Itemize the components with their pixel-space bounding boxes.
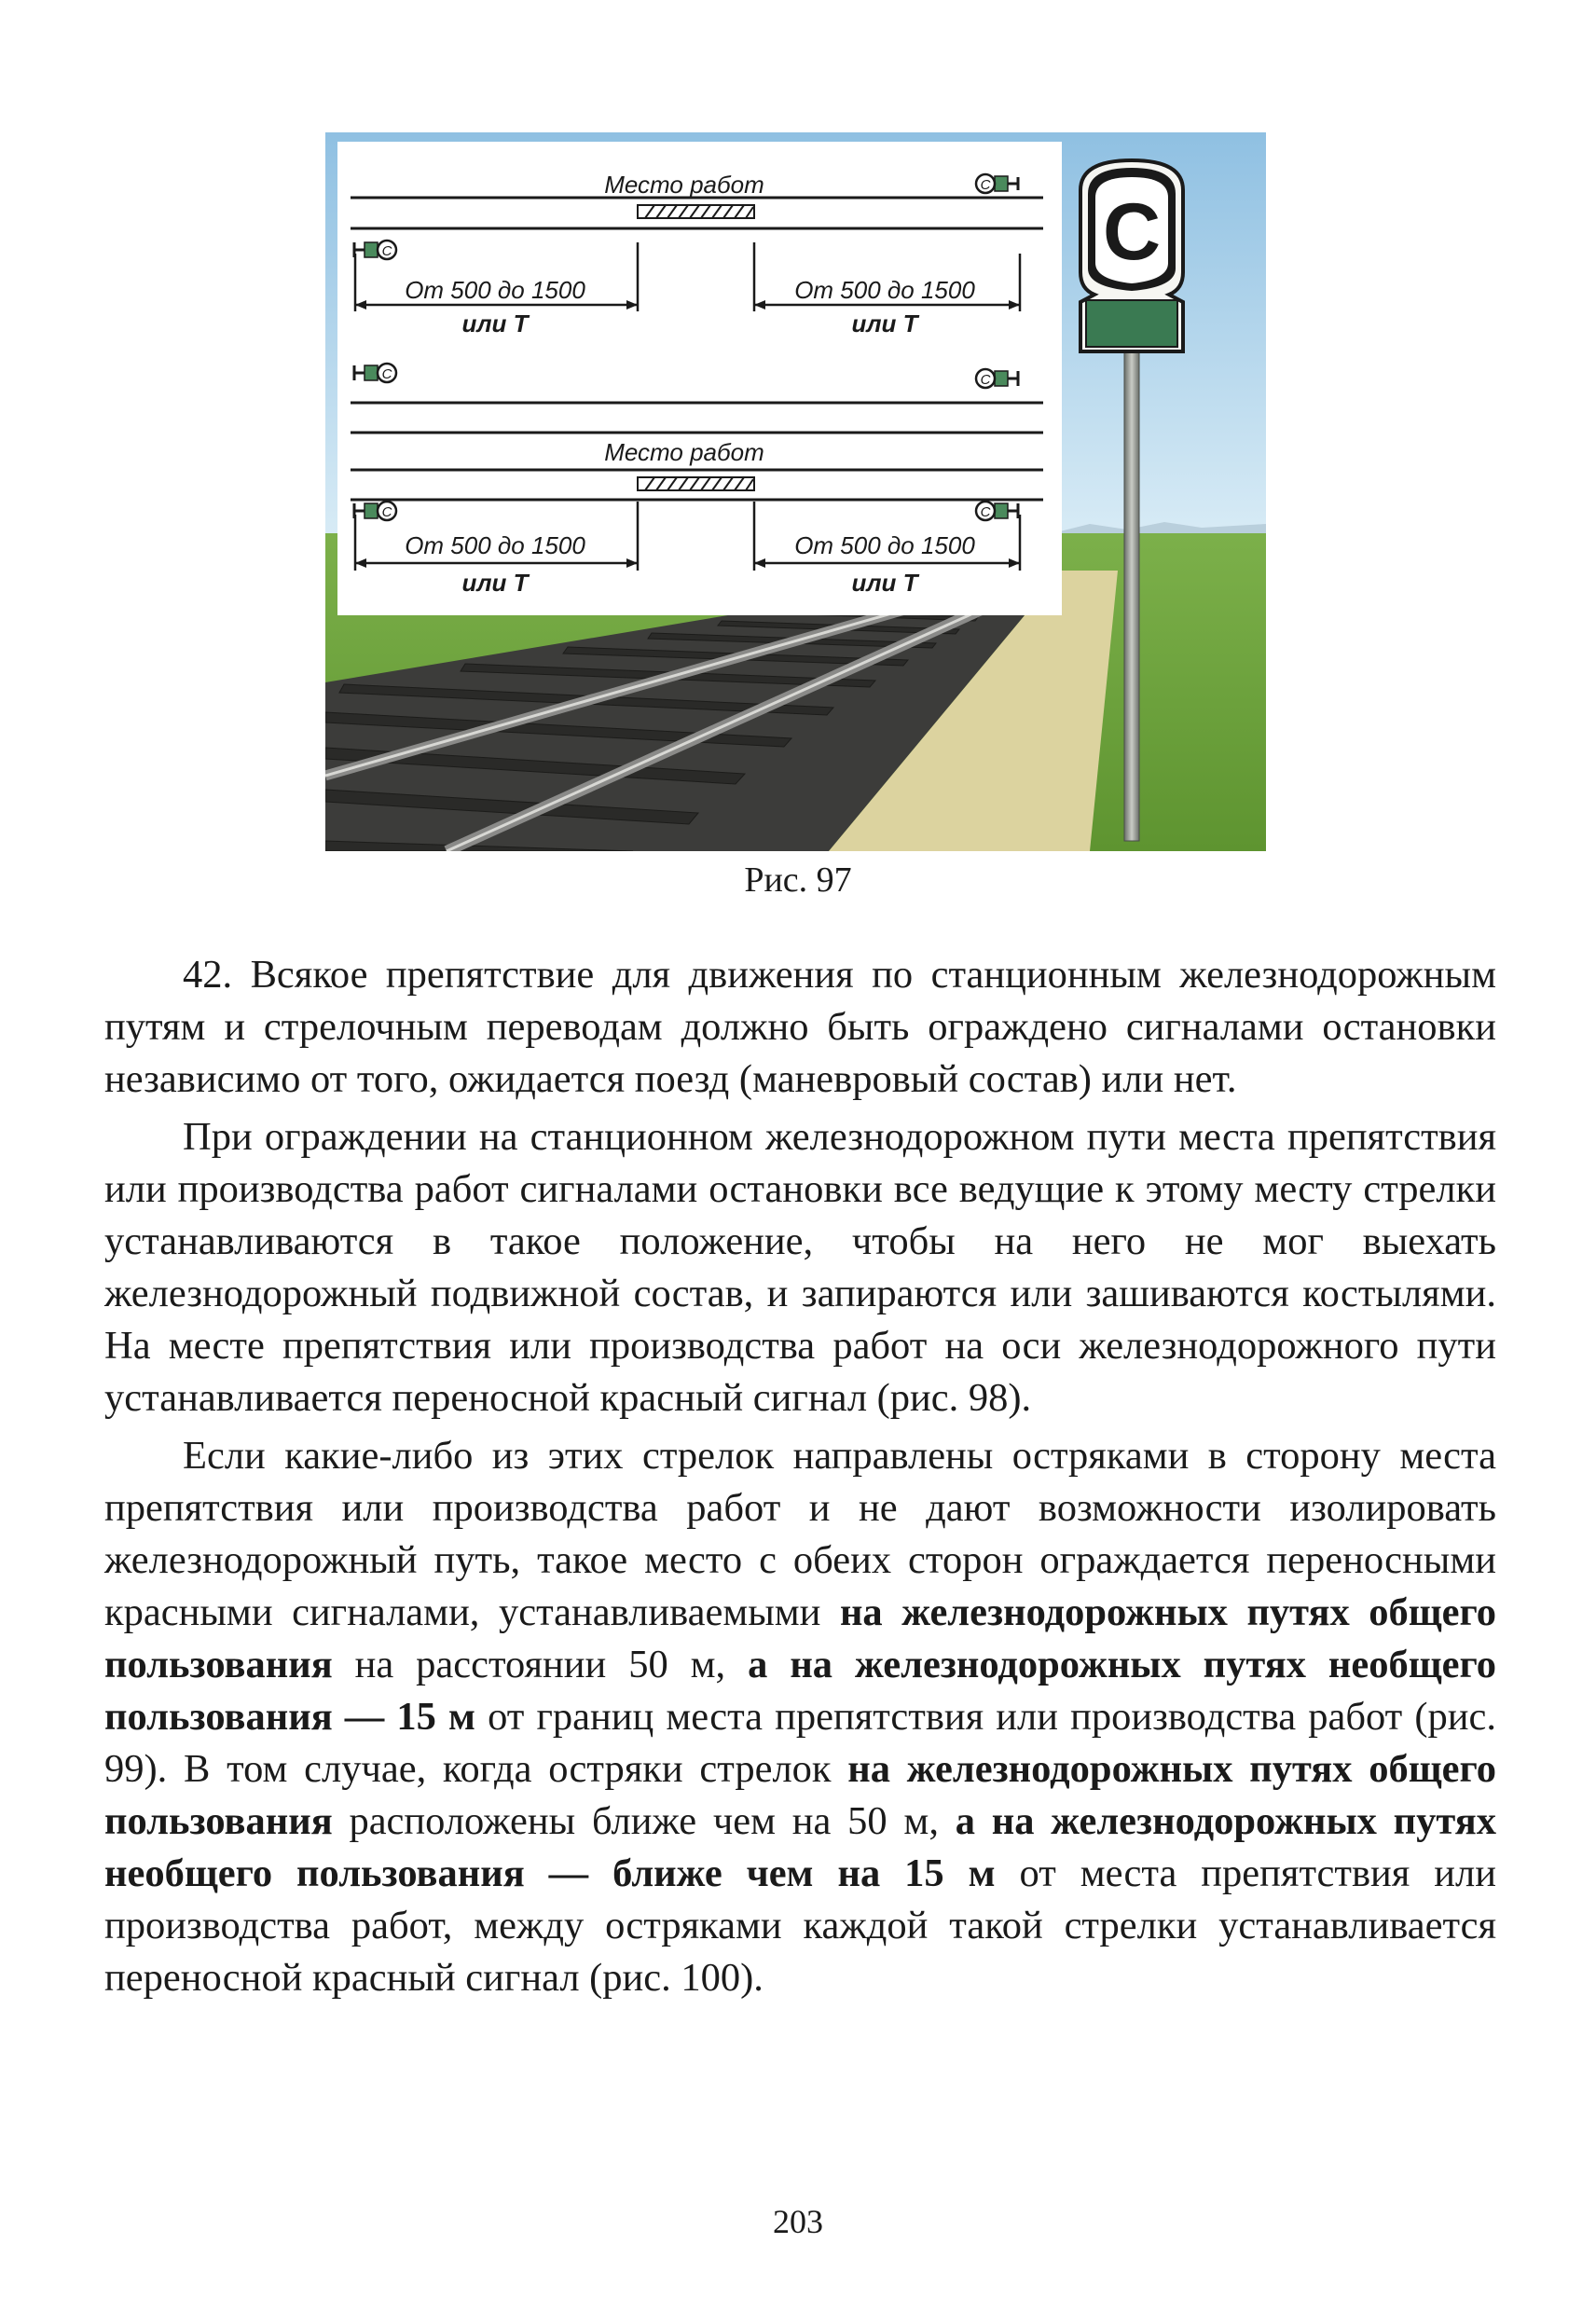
figure-97 bbox=[325, 132, 1266, 851]
or-t-label-right-bottom: или Т bbox=[851, 569, 918, 597]
svg-text:С: С bbox=[381, 504, 392, 520]
svg-text:С: С bbox=[980, 504, 991, 520]
distance-label-right-top: От 500 до 1500 bbox=[794, 276, 975, 304]
work-site-label-top: Место работ bbox=[604, 171, 764, 199]
svg-text:С: С bbox=[980, 177, 991, 193]
text-run: от места препятствия или производства работ, между остряками каждой такой стрелки устанавливается переносной красный сигнал (рис. 100). bbox=[104, 1851, 1496, 2000]
figure-caption: Рис. 97 bbox=[744, 860, 852, 900]
sign-letter: С bbox=[1102, 187, 1162, 277]
bold-run: а на железнодорожных путях необщего пользования — ближе чем на 15 м bbox=[104, 1799, 1496, 1895]
paragraph-2 bbox=[104, 1111, 1496, 1424]
text-run: от границ места препятствия или производства работ (рис. 99). В том случае, когда остряки стрелок bbox=[104, 1695, 1496, 1791]
page-number: 203 bbox=[773, 2203, 823, 2240]
bold-run: а на железнодорожных путях необщего пользования — 15 м bbox=[104, 1643, 1497, 1739]
distance-label-left-bottom: От 500 до 1500 bbox=[405, 531, 585, 559]
svg-text:С: С bbox=[381, 243, 392, 259]
text-run: При ограждении на станционном железнодорожном пути места препятствия или производства работ сигналами остановки все ведущие к этому месту стрелки устанавливаются в такое положение, чтобы на него не мог выехать железнодорожный подвижной состав, и запираются или зашиваются костылями. На месте препятствия или производства работ на оси железнодорожного пути устанавливается переносной красный сигнал (рис. 98). bbox=[104, 1115, 1496, 1420]
track-diagram bbox=[337, 142, 1062, 615]
distance-label-right-bottom: От 500 до 1500 bbox=[794, 531, 975, 559]
svg-text:С: С bbox=[381, 366, 392, 382]
or-t-label-right-top: или Т bbox=[851, 310, 918, 337]
paragraph-3 bbox=[104, 1430, 1496, 2004]
bold-run: на железнодорожных путях общего пользования bbox=[104, 1747, 1496, 1843]
work-site-label-bottom: Место работ bbox=[604, 438, 764, 466]
text-run: Если какие-либо из этих стрелок направлены остряками в сторону места препятствия или производства работ и не дают возможности изолировать железнодорожный путь, такое место с обеих сторон ограждается переносными красными сигналами, устанавливаемыми bbox=[104, 1434, 1496, 1634]
paragraph-1 bbox=[104, 949, 1496, 1106]
bold-run: на железнодорожных путях общего пользования bbox=[104, 1590, 1496, 1686]
or-t-label-left-bottom: или Т bbox=[461, 569, 529, 597]
text-run: расположены ближе чем на 50 м, bbox=[332, 1799, 956, 1843]
distance-label-left-top: От 500 до 1500 bbox=[405, 276, 585, 304]
text-run: на расстоянии 50 м, bbox=[332, 1643, 749, 1686]
or-t-label-left-top: или Т bbox=[461, 310, 529, 337]
railway-scene-illustration bbox=[325, 132, 1266, 851]
svg-text:С: С bbox=[980, 372, 991, 388]
text-run: 42. Всякое препятствие для движения по станционным железнодорожным путям и стрелочным переводам должно быть ограждено сигналами остановки независимо от того, ожидается поезд (маневровый состав) или нет. bbox=[104, 953, 1496, 1101]
body-text bbox=[104, 949, 1496, 2010]
